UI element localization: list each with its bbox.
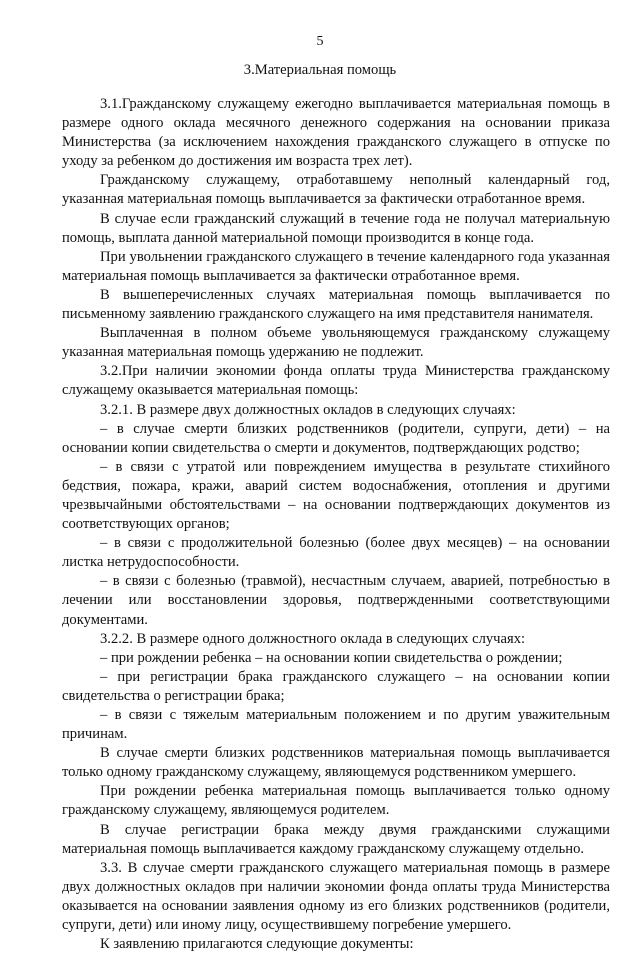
paragraph-3-1: 3.1.Гражданскому служащему ежегодно выплачивается материальная помощь в размере одного оклада месячного денежного содержания на основании приказа Министерства (за исключением нахождения гражданского служащего в отпуске по уходу за ребенком до достижения им возраста трех лет). xyxy=(62,96,610,170)
paragraph-dismissal: При увольнении гражданского служащего в течение календарного года указанная материальная помощь выплачивается за фактически отработанное время. xyxy=(62,248,610,284)
paragraph-no-deduction: Выплаченная в полном объеме увольняющемуся гражданскому служащему указанная материальная помощь удержанию не подлежит. xyxy=(62,325,610,361)
paragraph-3-3: 3.3. В случае смерти гражданского служащего материальная помощь в размере двух должностных окладов при наличии экономии фонда оплаты труда Министерства оказывается на основании заявления одному из его близких родственников (родители, супруги, дети) или иному лицу, осуществившему погребение умершего. xyxy=(62,859,610,934)
paragraph-application: В вышеперечисленных случаях материальная помощь выплачивается по письменному заявлению гражданского служащего на имя представителя нанимателя. xyxy=(62,286,610,323)
paragraph-partial-year: Гражданскому служащему, отработавшему неполный календарный год, указанная материальная помощь выплачивается за фактически отработанное время. xyxy=(62,172,610,208)
list-item-hardship: – в связи с тяжелым материальным положением и по другим уважительным причинам. xyxy=(62,707,610,743)
list-item-child-birth: – при рождении ребенка – на основании копии свидетельства о рождении; xyxy=(100,649,563,666)
list-item-illness-injury: – в связи с болезнью (травмой), несчастным случаем, аварией, потребностью в лечении или восстановлении здоровья, подтвержденными соответствующими документами. xyxy=(62,573,610,628)
paragraph-3-2-2: 3.2.2. В размере одного должностного оклада в следующих случаях: xyxy=(100,630,526,647)
paragraph-3-2: 3.2.При наличии экономии фонда оплаты труда Министерства гражданскому служащему оказывается материальная помощь: xyxy=(62,363,610,399)
list-item-long-illness: – в связи с продолжительной болезнью (более двух месяцев) – на основании листка нетрудоспособности. xyxy=(62,535,610,571)
section-title: 3.Материальная помощь xyxy=(243,62,397,78)
paragraph-birth-one-parent: При рождении ребенка материальная помощь выплачивается только одному гражданскому служащему, являющемуся родителем. xyxy=(62,783,610,819)
paragraph-3-2-1: 3.2.1. В размере двух должностных окладов в следующих случаях: xyxy=(100,401,516,418)
paragraph-documents-attached: К заявлению прилагаются следующие документы: xyxy=(100,936,414,953)
paragraph-not-received: В случае если гражданский служащий в течение года не получал материальную помощь, выплата данной материальной помощи производится в конце года. xyxy=(62,210,610,246)
page-number: 5 xyxy=(316,34,324,49)
list-item-marriage: – при регистрации брака гражданского служащего – на основании копии свидетельства о регистрации брака; xyxy=(62,668,610,704)
list-item-property-loss: – в связи с утратой или повреждением имущества в результате стихийного бедствия, пожара, кражи, аварий систем водоснабжения, отопления и другими чрезвычайными обстоятельствами – на основании подтверждающих документов из соответствующих органов; xyxy=(62,458,610,533)
list-item-death-relatives: – в случае смерти близких родственников (родители, супруги, дети) – на основании копии свидетельства о смерти и документов, подтверждающих родство; xyxy=(62,420,610,456)
document-body xyxy=(62,95,610,954)
paragraph-marriage-each: В случае регистрации брака между двумя гражданскими служащими материальная помощь выплачивается каждому гражданскому служащему отдельно. xyxy=(62,821,610,857)
paragraph-death-one-employee: В случае смерти близких родственников материальная помощь выплачивается только одному гражданскому служащему, являющемуся родственником умершего. xyxy=(62,745,610,781)
